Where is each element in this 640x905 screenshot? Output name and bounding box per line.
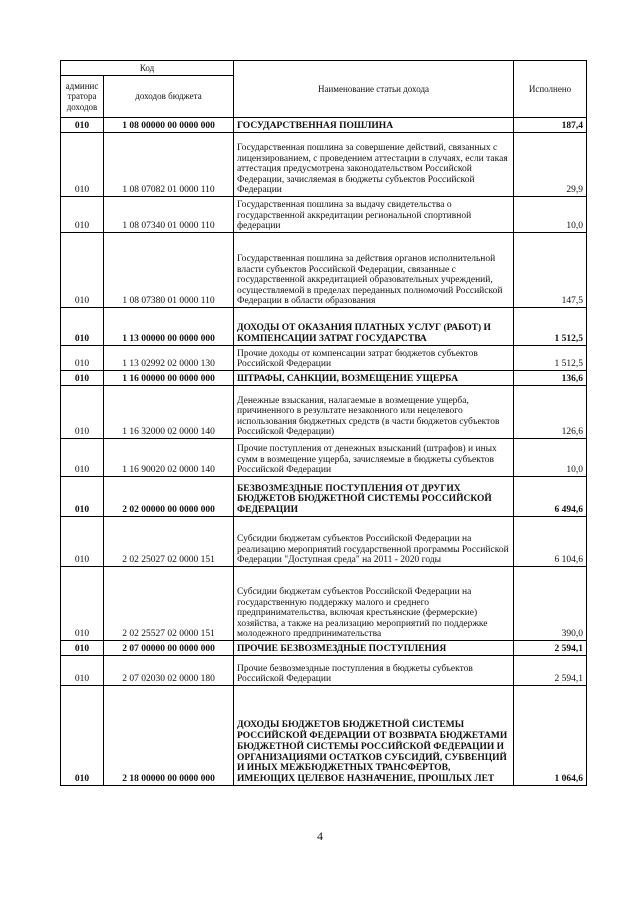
- table-row: [61, 133, 587, 197]
- table-row: [61, 656, 587, 686]
- executed-value-cell: 6 104,6: [514, 517, 587, 567]
- revenue-name-cell: Субсидии бюджетам субъектов Российской Федерации на государственную поддержку малого и среднего предпринимательства, включая крестьянские (фермерские) хозяйства, а также на реализацию мероприятий по поддержке молодежного предпринимательства: [234, 567, 514, 641]
- admin-code-cell: 010: [61, 118, 104, 133]
- admin-code-cell: 010: [61, 133, 104, 197]
- revenue-name-cell: Прочие безвозмездные поступления в бюджеты субъектов Российской Федерации: [234, 656, 514, 686]
- table-row: [61, 233, 587, 308]
- budget-code-cell: 1 13 02992 02 0000 130: [104, 346, 234, 371]
- table-row: [61, 346, 587, 371]
- budget-code-cell: 1 08 07380 01 0000 110: [104, 233, 234, 308]
- revenue-name-cell: Государственная пошлина за совершение действий, связанных с лицензированием, с проведением аттестации в случаях, если такая аттестация предусмотрена законодательством Российской Федерации, зачисляемая в бюджеты субъектов Российской Федерации: [234, 133, 514, 197]
- revenue-name-cell: Прочие доходы от компенсации затрат бюджетов субъектов Российской Федерации: [234, 346, 514, 371]
- revenue-name-cell: Прочие поступления от денежных взысканий (штрафов) и иных сумм в возмещение ущерба, зачисляемые в бюджеты субъектов Российской Федерации: [234, 439, 514, 477]
- executed-value-cell: 10,0: [514, 439, 587, 477]
- table-row: [61, 686, 587, 786]
- budget-code-cell: 2 07 02030 02 0000 180: [104, 656, 234, 686]
- table-row: [61, 567, 587, 641]
- value-header: Исполнено: [514, 61, 587, 118]
- executed-value-cell: 2 594,1: [514, 641, 587, 656]
- admin-code-cell: 010: [61, 308, 104, 346]
- revenue-name-cell: ПРОЧИЕ БЕЗВОЗМЕЗДНЫЕ ПОСТУПЛЕНИЯ: [234, 641, 514, 656]
- table-row: [61, 517, 587, 567]
- admin-code-cell: 010: [61, 641, 104, 656]
- budget-code-cell: 2 02 25527 02 0000 151: [104, 567, 234, 641]
- budget-code-cell: 1 16 00000 00 0000 000: [104, 371, 234, 386]
- executed-value-cell: 390,0: [514, 567, 587, 641]
- admin-code-cell: 010: [61, 439, 104, 477]
- budget-code-cell: 2 02 25027 02 0000 151: [104, 517, 234, 567]
- admin-code-cell: 010: [61, 371, 104, 386]
- budget-code-cell: 2 07 00000 00 0000 000: [104, 641, 234, 656]
- admin-code-cell: 010: [61, 656, 104, 686]
- code-header: Код: [61, 61, 234, 76]
- executed-value-cell: 147,5: [514, 233, 587, 308]
- revenue-name-cell: Государственная пошлина за действия органов исполнительной власти субъектов Российской Федерации, связанные с государственной аккредитацией образовательных учреждений, осуществляемой в пределах переданных полномочий Российской Федерации в области образования: [234, 233, 514, 308]
- admin-code-cell: 010: [61, 346, 104, 371]
- admin-code-cell: 010: [61, 197, 104, 233]
- executed-value-cell: 1 064,6: [514, 686, 587, 786]
- page-number: 4: [317, 829, 323, 843]
- budget-code-cell: 1 16 90020 02 0000 140: [104, 439, 234, 477]
- budget-code-cell: 1 16 32000 02 0000 140: [104, 386, 234, 439]
- table-row: [61, 439, 587, 477]
- budget-code-header: доходов бюджета: [104, 76, 234, 118]
- executed-value-cell: 187,4: [514, 118, 587, 133]
- admin-code-cell: 010: [61, 686, 104, 786]
- admin-code-cell: 010: [61, 517, 104, 567]
- executed-value-cell: 10,0: [514, 197, 587, 233]
- budget-code-cell: 1 13 00000 00 0000 000: [104, 308, 234, 346]
- executed-value-cell: 29,9: [514, 133, 587, 197]
- revenue-name-cell: Субсидии бюджетам субъектов Российской Федерации на реализацию мероприятий государственной программы Российской Федерации "Доступная среда" на 2011 - 2020 годы: [234, 517, 514, 567]
- executed-value-cell: 1 512,5: [514, 346, 587, 371]
- table-row: [61, 477, 587, 517]
- budget-code-cell: 1 08 07340 01 0000 110: [104, 197, 234, 233]
- executed-value-cell: 136,6: [514, 371, 587, 386]
- executed-value-cell: 6 494,6: [514, 477, 587, 517]
- table-row: [61, 308, 587, 346]
- revenue-name-cell: Денежные взыскания, налагаемые в возмещение ущерба, причиненного в результате незаконного или нецелевого использования бюджетных средств (в части бюджетов субъектов Российской Федерации): [234, 386, 514, 439]
- budget-code-cell: 1 08 07082 01 0000 110: [104, 133, 234, 197]
- admin-code-cell: 010: [61, 386, 104, 439]
- revenue-name-cell: ШТРАФЫ, САНКЦИИ, ВОЗМЕЩЕНИЕ УЩЕРБА: [234, 371, 514, 386]
- revenue-name-cell: БЕЗВОЗМЕЗДНЫЕ ПОСТУПЛЕНИЯ ОТ ДРУГИХ БЮДЖЕТОВ БЮДЖЕТНОЙ СИСТЕМЫ РОССИЙСКОЙ ФЕДЕРАЦИИ: [234, 477, 514, 517]
- executed-value-cell: 1 512,5: [514, 308, 587, 346]
- table-row: [61, 118, 587, 133]
- revenue-table: [60, 60, 587, 786]
- revenue-name-cell: ГОСУДАРСТВЕННАЯ ПОШЛИНА: [234, 118, 514, 133]
- admin-code-cell: 010: [61, 233, 104, 308]
- admin-code-cell: 010: [61, 477, 104, 517]
- budget-code-cell: 2 02 00000 00 0000 000: [104, 477, 234, 517]
- budget-code-cell: 2 18 00000 00 0000 000: [104, 686, 234, 786]
- executed-value-cell: 2 594,1: [514, 656, 587, 686]
- budget-code-cell: 1 08 00000 00 0000 000: [104, 118, 234, 133]
- admin-code-header: админис тратора доходов: [61, 76, 104, 118]
- admin-code-cell: 010: [61, 567, 104, 641]
- revenue-name-cell: Государственная пошлина за выдачу свидетельства о государственной аккредитации региональной спортивной федерации: [234, 197, 514, 233]
- revenue-name-cell: ДОХОДЫ ОТ ОКАЗАНИЯ ПЛАТНЫХ УСЛУГ (РАБОТ) И КОМПЕНСАЦИИ ЗАТРАТ ГОСУДАРСТВА: [234, 308, 514, 346]
- table-row: [61, 197, 587, 233]
- table-row: [61, 386, 587, 439]
- table-row: [61, 371, 587, 386]
- table-row: [61, 641, 587, 656]
- executed-value-cell: 126,6: [514, 386, 587, 439]
- name-header: Наименование статьи дохода: [234, 61, 514, 118]
- revenue-name-cell: ДОХОДЫ БЮДЖЕТОВ БЮДЖЕТНОЙ СИСТЕМЫ РОССИЙСКОЙ ФЕДЕРАЦИИ ОТ ВОЗВРАТА БЮДЖЕТАМИ БЮДЖЕТНОЙ СИСТЕМЫ РОССИЙСКОЙ ФЕДЕРАЦИИ И ОРГАНИЗАЦИЯМИ ОСТАТКОВ СУБСИДИЙ, СУБВЕНЦИЙ И ИНЫХ МЕЖБЮДЖЕТНЫХ ТРАНСФЕРТОВ, ИМЕЮЩИХ ЦЕЛЕВОЕ НАЗНАЧЕНИЕ, ПРОШЛЫХ ЛЕТ: [234, 686, 514, 786]
